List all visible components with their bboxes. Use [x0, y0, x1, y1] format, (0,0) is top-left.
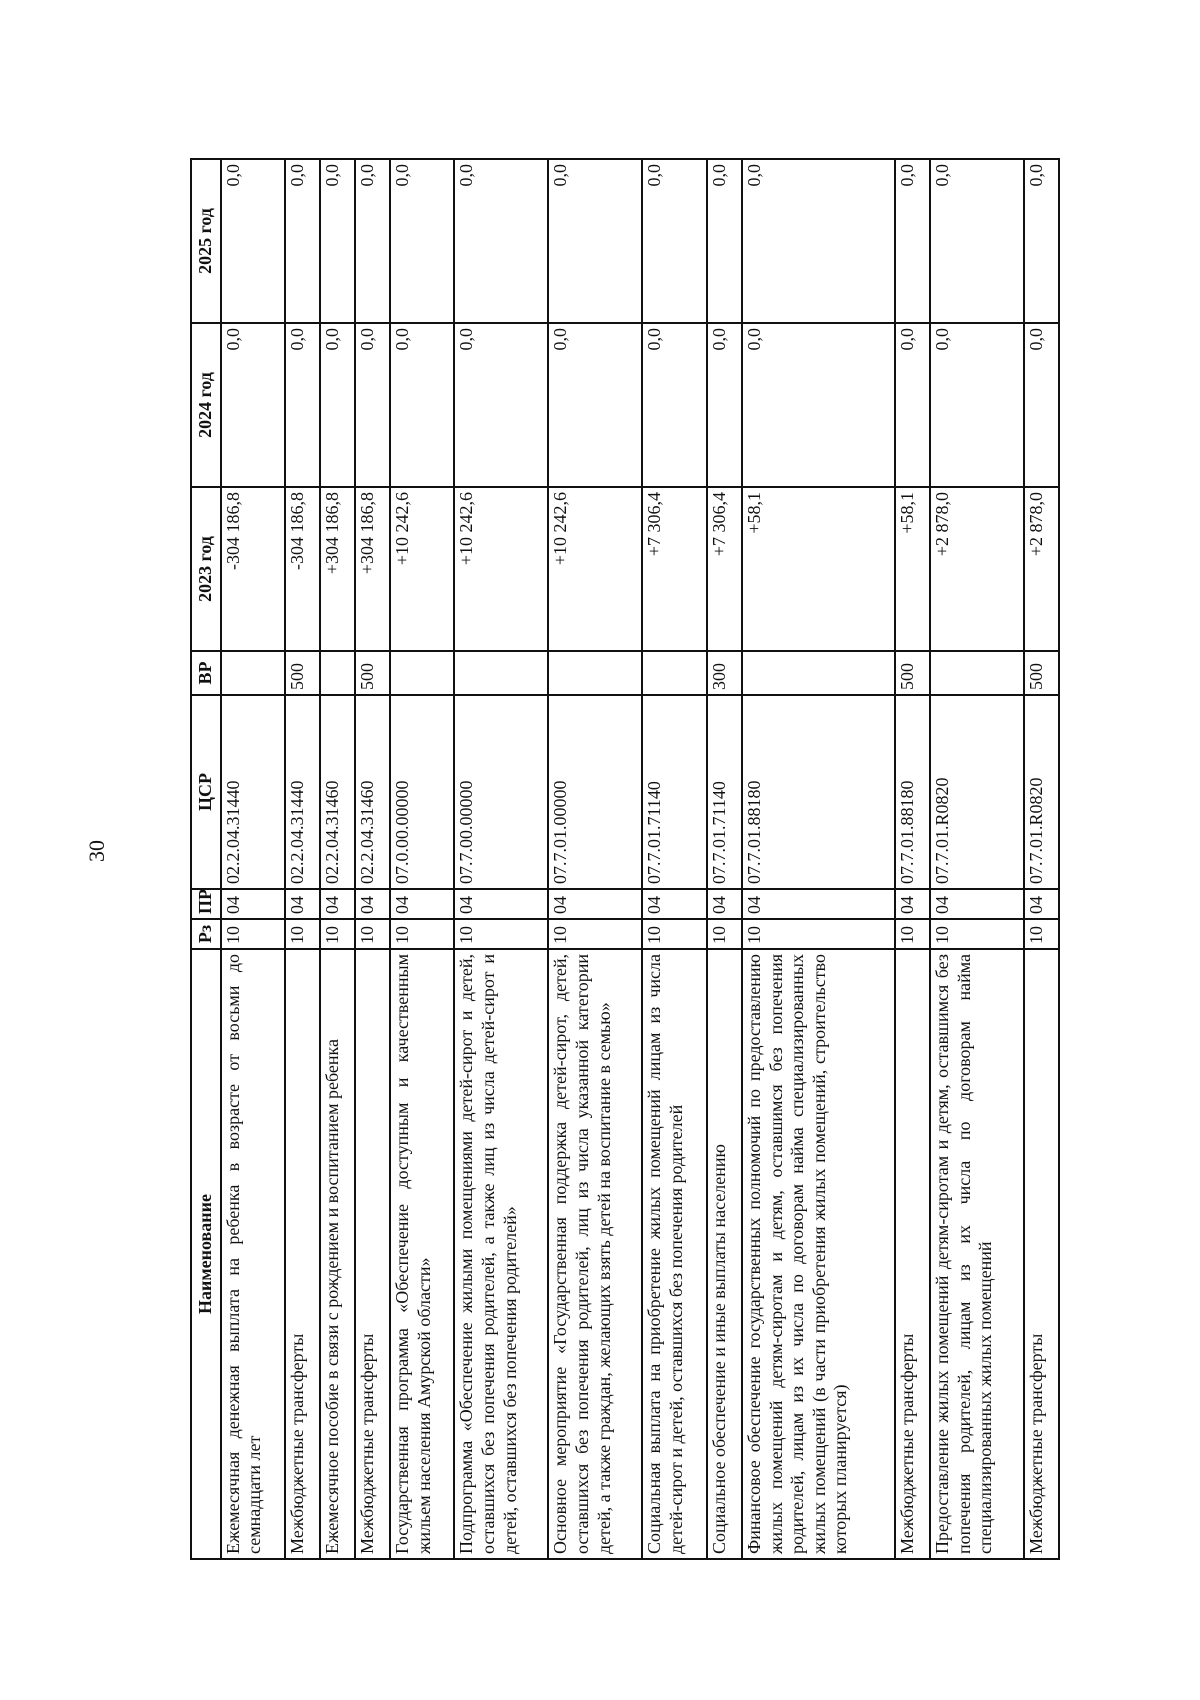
table-row — [1024, 159, 1059, 1559]
cell-2024: 0,0 — [320, 323, 355, 487]
cell-2025: 0,0 — [390, 159, 454, 323]
header-2023: 2023 год — [191, 487, 221, 651]
cell-rz: 10 — [742, 919, 895, 949]
cell-name: Социальное обеспечение и иные выплаты населению — [707, 949, 742, 1559]
table-row — [454, 159, 548, 1559]
cell-2023: +304 186,8 — [320, 487, 355, 651]
cell-2024: 0,0 — [390, 323, 454, 487]
cell-rz: 10 — [221, 919, 285, 949]
table-row — [285, 159, 320, 1559]
cell-2024: 0,0 — [742, 323, 895, 487]
cell-vr — [930, 651, 1024, 695]
table-row — [895, 159, 930, 1559]
cell-name: Государственная программа «Обеспечение доступным и качественным жильем населения Амурской области» — [390, 949, 454, 1559]
table-row — [390, 159, 454, 1559]
header-csr: ЦСР — [191, 695, 221, 889]
cell-2023: +2 878,0 — [930, 487, 1024, 651]
cell-2023: +10 242,6 — [454, 487, 548, 651]
cell-csr: 02.2.04.31460 — [320, 695, 355, 889]
cell-2024: 0,0 — [707, 323, 742, 487]
budget-table — [190, 158, 1060, 1560]
cell-vr — [221, 651, 285, 695]
cell-2025: 0,0 — [221, 159, 285, 323]
cell-csr: 07.7.01.88180 — [742, 695, 895, 889]
cell-2024: 0,0 — [548, 323, 642, 487]
cell-vr — [548, 651, 642, 695]
cell-csr: 07.7.01.88180 — [895, 695, 930, 889]
cell-name: Предоставление жилых помещений детям-сиротам и детям, оставшимся без попечения родителей, лицам из их числа по договорам найма специализированных жилых помещений — [930, 949, 1024, 1559]
cell-2023: +2 878,0 — [1024, 487, 1059, 651]
cell-2024: 0,0 — [221, 323, 285, 487]
table-header — [191, 159, 221, 1559]
header-vr: ВР — [191, 651, 221, 695]
cell-rz: 10 — [320, 919, 355, 949]
cell-csr: 07.7.01.R0820 — [930, 695, 1024, 889]
table-row — [221, 159, 285, 1559]
table-row — [642, 159, 706, 1559]
cell-name: Ежемесячная денежная выплата на ребенка в возрасте от восьми до семнадцати лет — [221, 949, 285, 1559]
cell-2023: +7 306,4 — [642, 487, 706, 651]
cell-name: Межбюджетные трансферты — [1024, 949, 1059, 1559]
page-number: 30 — [84, 840, 109, 862]
cell-vr: 500 — [1024, 651, 1059, 695]
cell-pr: 04 — [285, 889, 320, 919]
header-2024: 2024 год — [191, 323, 221, 487]
cell-2024: 0,0 — [1024, 323, 1059, 487]
cell-2024: 0,0 — [930, 323, 1024, 487]
cell-csr: 07.7.01.71140 — [642, 695, 706, 889]
cell-2024: 0,0 — [454, 323, 548, 487]
cell-name: Основное мероприятие «Государственная поддержка детей-сирот, детей, оставшихся без попечения родителей, лиц из числа указанной категории детей, а также граждан, желающих взять детей на воспитание в семью» — [548, 949, 642, 1559]
cell-csr: 07.7.01.R0820 — [1024, 695, 1059, 889]
cell-2023: +58,1 — [895, 487, 930, 651]
cell-vr: 500 — [285, 651, 320, 695]
cell-rz: 10 — [895, 919, 930, 949]
cell-csr: 07.0.00.00000 — [390, 695, 454, 889]
cell-csr: 02.2.04.31440 — [285, 695, 320, 889]
table-row — [930, 159, 1024, 1559]
cell-vr — [390, 651, 454, 695]
table-row — [355, 159, 390, 1559]
cell-2025: 0,0 — [1024, 159, 1059, 323]
cell-2025: 0,0 — [355, 159, 390, 323]
cell-rz: 10 — [285, 919, 320, 949]
cell-2024: 0,0 — [355, 323, 390, 487]
cell-rz: 10 — [1024, 919, 1059, 949]
cell-rz: 10 — [707, 919, 742, 949]
cell-csr: 02.2.04.31440 — [221, 695, 285, 889]
table-row — [548, 159, 642, 1559]
header-name: Наименование — [191, 949, 221, 1559]
cell-2025: 0,0 — [895, 159, 930, 323]
cell-2023: +10 242,6 — [390, 487, 454, 651]
cell-csr: 07.7.01.71140 — [707, 695, 742, 889]
cell-2025: 0,0 — [548, 159, 642, 323]
cell-name: Межбюджетные трансферты — [285, 949, 320, 1559]
cell-2023: +58,1 — [742, 487, 895, 651]
cell-2023: +7 306,4 — [707, 487, 742, 651]
cell-pr: 04 — [642, 889, 706, 919]
cell-2025: 0,0 — [454, 159, 548, 323]
cell-vr — [320, 651, 355, 695]
table-row — [707, 159, 742, 1559]
cell-2025: 0,0 — [320, 159, 355, 323]
cell-pr: 04 — [707, 889, 742, 919]
cell-csr: 07.7.01.00000 — [548, 695, 642, 889]
cell-pr: 04 — [221, 889, 285, 919]
cell-csr: 07.7.00.00000 — [454, 695, 548, 889]
cell-name: Межбюджетные трансферты — [355, 949, 390, 1559]
cell-2025: 0,0 — [742, 159, 895, 323]
cell-rz: 10 — [642, 919, 706, 949]
cell-2024: 0,0 — [895, 323, 930, 487]
header-pr: ПР — [191, 889, 221, 919]
table-row — [320, 159, 355, 1559]
rotated-table-wrapper — [190, 160, 1060, 1560]
cell-2024: 0,0 — [642, 323, 706, 487]
cell-2025: 0,0 — [930, 159, 1024, 323]
cell-rz: 10 — [548, 919, 642, 949]
cell-vr: 500 — [355, 651, 390, 695]
cell-rz: 10 — [930, 919, 1024, 949]
cell-vr — [642, 651, 706, 695]
header-row — [191, 159, 221, 1559]
cell-2023: -304 186,8 — [221, 487, 285, 651]
cell-csr: 02.2.04.31460 — [355, 695, 390, 889]
cell-2023: +304 186,8 — [355, 487, 390, 651]
cell-2025: 0,0 — [642, 159, 706, 323]
cell-pr: 04 — [1024, 889, 1059, 919]
cell-pr: 04 — [355, 889, 390, 919]
cell-2024: 0,0 — [285, 323, 320, 487]
cell-vr — [742, 651, 895, 695]
cell-rz: 10 — [390, 919, 454, 949]
table-row — [742, 159, 895, 1559]
table-body — [221, 159, 1059, 1559]
cell-name: Социальная выплата на приобретение жилых помещений лицам из числа детей-сирот и детей, оставшихся без попечения родителей — [642, 949, 706, 1559]
cell-pr: 04 — [390, 889, 454, 919]
cell-name: Ежемесячное пособие в связи с рождением и воспитанием ребенка — [320, 949, 355, 1559]
header-rz: Рз — [191, 919, 221, 949]
cell-2025: 0,0 — [285, 159, 320, 323]
cell-pr: 04 — [742, 889, 895, 919]
cell-pr: 04 — [320, 889, 355, 919]
cell-vr — [454, 651, 548, 695]
cell-2025: 0,0 — [707, 159, 742, 323]
cell-rz: 10 — [355, 919, 390, 949]
cell-pr: 04 — [930, 889, 1024, 919]
cell-2023: -304 186,8 — [285, 487, 320, 651]
cell-pr: 04 — [895, 889, 930, 919]
cell-2023: +10 242,6 — [548, 487, 642, 651]
cell-vr: 300 — [707, 651, 742, 695]
header-2025: 2025 год — [191, 159, 221, 323]
cell-rz: 10 — [454, 919, 548, 949]
cell-name: Финансовое обеспечение государственных полномочий по предоставлению жилых помещений детям-сиротам и детям, оставшимся без попечения родителей, лицам из их числа по договорам найма специализированных жилых помещений (в части приобретения жилых помещений, строительство которых планируется) — [742, 949, 895, 1559]
cell-name: Межбюджетные трансферты — [895, 949, 930, 1559]
cell-vr: 500 — [895, 651, 930, 695]
cell-name: Подпрограмма «Обеспечение жилыми помещениями детей-сирот и детей, оставшихся без попечения родителей, а также лиц из числа детей-сирот и детей, оставшихся без попечения родителей» — [454, 949, 548, 1559]
cell-pr: 04 — [454, 889, 548, 919]
cell-pr: 04 — [548, 889, 642, 919]
